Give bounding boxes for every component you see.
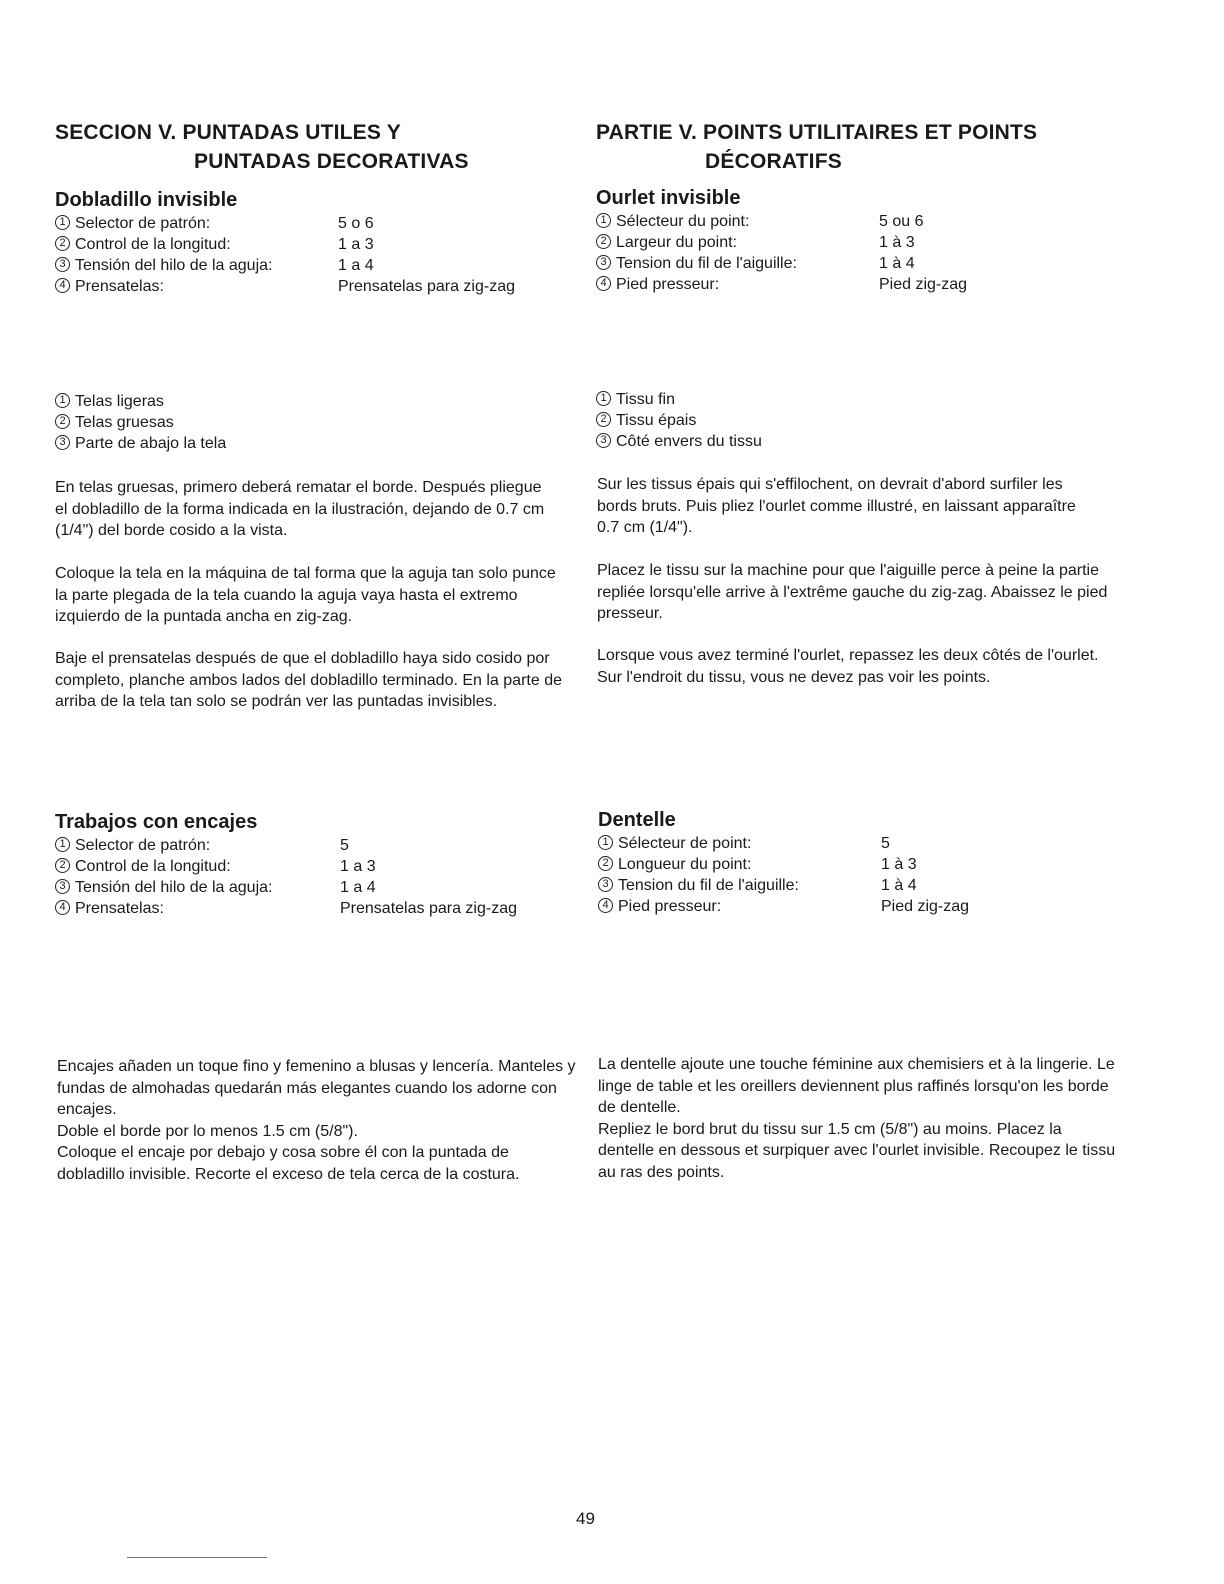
setting-label: Selector de patrón: bbox=[75, 837, 211, 854]
es-blind-hem-paragraph-1: En telas gruesas, primero deberá rematar el borde. Después pliegue el dobladillo de la forma indicada en la ilustración, dejando de 0.7 cm (1/4") del borde cosido a la vista. bbox=[55, 479, 545, 539]
es-title-line2: PUNTADAS DECORATIVAS bbox=[194, 150, 469, 173]
setting-row bbox=[598, 854, 1098, 875]
circled-number-icon: 3 bbox=[55, 435, 70, 450]
fr-title-line1: PARTIE V. POINTS UTILITAIRES ET POINTS bbox=[596, 121, 1038, 144]
setting-row bbox=[596, 232, 1096, 253]
setting-label: Prensatelas: bbox=[75, 900, 164, 917]
setting-label: Tension du fil de l'aiguille: bbox=[618, 877, 799, 894]
fr-lace-paragraph-1: La dentelle ajoute une touche féminine aux chemisiers et à la lingerie. Le linge de table et les oreillers deviennent plus raffinés lorsqu'on les borde de dentelle. bbox=[598, 1056, 1115, 1116]
circled-number-icon: 3 bbox=[55, 879, 70, 894]
es-lace-paragraph-2: Doble el borde por lo menos 1.5 cm (5/8"). bbox=[57, 1122, 358, 1140]
legend-label: Telas ligeras bbox=[75, 393, 164, 410]
circled-number-icon: 2 bbox=[598, 856, 613, 871]
circled-number-icon: 3 bbox=[596, 255, 611, 270]
es-lace-paragraph-1: Encajes añaden un toque fino y femenino a blusas y lencería. Manteles y fundas de almohadas quedarán más elegantes cuando los adorne con encajes. bbox=[57, 1058, 576, 1118]
circled-number-icon: 4 bbox=[55, 278, 70, 293]
setting-label: Largeur du point: bbox=[616, 234, 737, 251]
setting-label: Pied presseur: bbox=[616, 276, 720, 293]
es-lace-paragraph-3: Coloque el encaje por debajo y cosa sobre él con la puntada de dobladillo invisible. Recorte el exceso de tela cerca de la costura. bbox=[57, 1144, 520, 1183]
setting-row bbox=[55, 276, 555, 297]
circled-number-icon: 1 bbox=[55, 837, 70, 852]
fr-blind-hem-paragraph-3: Lorsque vous avez terminé l'ourlet, repassez les deux côtés de l'ourlet. Sur l'endroit du tissu, vous ne devez pas voir les points. bbox=[597, 647, 1099, 686]
list-item bbox=[55, 391, 226, 412]
setting-label: Pied presseur: bbox=[618, 898, 722, 915]
setting-label: Tension du fil de l'aiguille: bbox=[616, 255, 797, 272]
setting-value: 1 à 3 bbox=[881, 856, 917, 873]
fr-title-line2: DÉCORATIFS bbox=[705, 150, 842, 173]
setting-row bbox=[596, 274, 1096, 295]
list-item bbox=[55, 412, 226, 433]
es-blind-hem-heading: Dobladillo invisible bbox=[55, 189, 238, 211]
es-lace-text bbox=[57, 1056, 577, 1185]
es-blind-hem-settings bbox=[55, 213, 555, 297]
list-item bbox=[596, 431, 762, 452]
fr-blind-hem-heading: Ourlet invisible bbox=[596, 187, 741, 209]
setting-row bbox=[598, 896, 1098, 917]
circled-number-icon: 1 bbox=[596, 391, 611, 406]
setting-label: Control de la longitud: bbox=[75, 236, 231, 253]
setting-value: 1 a 4 bbox=[338, 257, 374, 274]
setting-label: Control de la longitud: bbox=[75, 858, 231, 875]
circled-number-icon: 2 bbox=[596, 412, 611, 427]
setting-value: Pied zig-zag bbox=[879, 276, 968, 293]
setting-value: 5 ou 6 bbox=[879, 213, 924, 230]
setting-value: 1 à 3 bbox=[879, 234, 915, 251]
setting-row bbox=[596, 253, 1096, 274]
setting-row bbox=[55, 898, 555, 919]
fr-lace-text bbox=[598, 1054, 1118, 1183]
setting-label: Sélecteur du point: bbox=[616, 213, 750, 230]
fr-blind-hem-paragraph-1: Sur les tissus épais qui s'effilochent, on devrait d'abord surfiler les bords bruts. Puis pliez l'ourlet comme illustré, en laissant apparaître 0.7 cm (1/4"). bbox=[597, 476, 1076, 536]
es-section-title bbox=[55, 118, 469, 176]
circled-number-icon: 4 bbox=[55, 900, 70, 915]
circled-number-icon: 1 bbox=[598, 835, 613, 850]
setting-value: 1 a 3 bbox=[338, 236, 374, 253]
setting-value: 1 a 3 bbox=[340, 858, 376, 875]
es-fabric-legend bbox=[55, 391, 226, 454]
legend-label: Tissu fin bbox=[616, 391, 675, 408]
setting-value: 1 a 4 bbox=[340, 879, 376, 896]
footer-divider bbox=[127, 1557, 267, 1558]
setting-row bbox=[55, 856, 555, 877]
setting-label: Sélecteur de point: bbox=[618, 835, 752, 852]
setting-value: 1 à 4 bbox=[879, 255, 915, 272]
circled-number-icon: 2 bbox=[55, 858, 70, 873]
setting-row bbox=[55, 835, 555, 856]
setting-row bbox=[55, 213, 555, 234]
setting-row bbox=[55, 234, 555, 255]
fr-lace-paragraph-2: Repliez le bord brut du tissu sur 1.5 cm (5/8") au moins. Placez la dentelle en dessous et surpiquer avec l'ourlet invisible. Recoupez le tissu au ras des points. bbox=[598, 1120, 1116, 1181]
circled-number-icon: 3 bbox=[598, 877, 613, 892]
setting-label: Selector de patrón: bbox=[75, 215, 211, 232]
legend-label: Tissu épais bbox=[616, 412, 697, 429]
legend-label: Côté envers du tissu bbox=[616, 433, 762, 450]
list-item bbox=[55, 433, 226, 454]
setting-value: Pied zig-zag bbox=[881, 898, 970, 915]
circled-number-icon: 2 bbox=[596, 234, 611, 249]
setting-value: Prensatelas para zig-zag bbox=[340, 900, 517, 917]
circled-number-icon: 1 bbox=[55, 215, 70, 230]
es-title-line1: SECCION V. PUNTADAS UTILES Y bbox=[55, 121, 401, 144]
circled-number-icon: 3 bbox=[55, 257, 70, 272]
setting-label: Tensión del hilo de la aguja: bbox=[75, 879, 273, 896]
setting-row bbox=[598, 833, 1098, 854]
fr-fabric-legend bbox=[596, 389, 762, 452]
legend-label: Parte de abajo la tela bbox=[75, 435, 227, 452]
circled-number-icon: 4 bbox=[598, 898, 613, 913]
es-blind-hem-paragraph-2: Coloque la tela en la máquina de tal forma que la aguja tan solo punce la parte plegada de la tela cuando la aguja vaya hasta el extremo izquierdo de la puntada ancha en zig-zag. bbox=[55, 565, 556, 625]
fr-lace-settings bbox=[598, 833, 1098, 917]
setting-row bbox=[55, 877, 555, 898]
setting-row bbox=[598, 875, 1098, 896]
circled-number-icon: 1 bbox=[55, 393, 70, 408]
setting-value: 1 à 4 bbox=[881, 877, 917, 894]
setting-value: 5 bbox=[881, 835, 890, 852]
circled-number-icon: 4 bbox=[596, 276, 611, 291]
legend-label: Telas gruesas bbox=[75, 414, 174, 431]
es-lace-heading: Trabajos con encajes bbox=[55, 811, 258, 833]
list-item bbox=[596, 389, 762, 410]
fr-blind-hem-settings bbox=[596, 211, 1096, 295]
circled-number-icon: 2 bbox=[55, 236, 70, 251]
list-item bbox=[596, 410, 762, 431]
setting-value: Prensatelas para zig-zag bbox=[338, 278, 515, 295]
page-number: 49 bbox=[576, 1509, 595, 1528]
setting-label: Longueur du point: bbox=[618, 856, 752, 873]
circled-number-icon: 1 bbox=[596, 213, 611, 228]
setting-row bbox=[596, 211, 1096, 232]
fr-section-title bbox=[596, 118, 1037, 176]
es-lace-settings bbox=[55, 835, 555, 919]
setting-label: Tensión del hilo de la aguja: bbox=[75, 257, 273, 274]
setting-label: Prensatelas: bbox=[75, 278, 164, 295]
fr-blind-hem-paragraph-2: Placez le tissu sur la machine pour que l'aiguille perce à peine la partie repliée lorsqu'elle arrive à l'extrême gauche du zig-zag. Abaissez le pied presseur. bbox=[597, 562, 1108, 622]
setting-value: 5 o 6 bbox=[338, 215, 374, 232]
es-blind-hem-paragraph-3: Baje el prensatelas después de que el dobladillo haya sido cosido por completo, planche ambos lados del dobladillo terminado. En la parte de arriba de la tela tan solo se podrán ver las puntadas invisibles. bbox=[55, 650, 562, 710]
circled-number-icon: 2 bbox=[55, 414, 70, 429]
setting-value: 5 bbox=[340, 837, 349, 854]
setting-row bbox=[55, 255, 555, 276]
fr-lace-heading: Dentelle bbox=[598, 809, 676, 831]
circled-number-icon: 3 bbox=[596, 433, 611, 448]
